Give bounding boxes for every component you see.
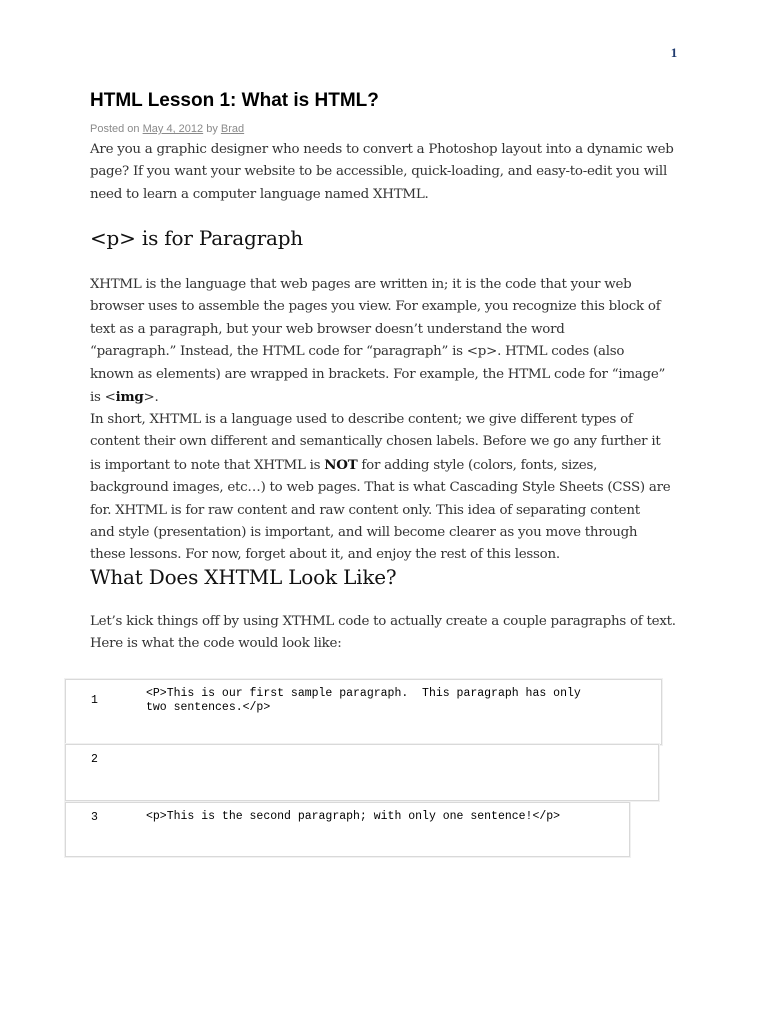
- line-number: 1: [91, 694, 98, 707]
- by-label: by: [206, 123, 218, 135]
- post-date-link[interactable]: May 4, 2012: [142, 123, 204, 135]
- code-row: [65, 679, 662, 745]
- section-heading-paragraph: <p> is for Paragraph: [90, 226, 303, 250]
- post-title: HTML Lesson 1: What is HTML?: [90, 90, 379, 111]
- post-meta: [90, 123, 244, 135]
- line-number: 2: [91, 753, 98, 766]
- intro-paragraph: Are you a graphic designer who needs to convert a Photoshop layout into a dynamic web page? If you want your website to be accessible, quick-loading, and easy-to-edit you will need to learn a computer language named XHTML.: [90, 142, 674, 202]
- kick-things-off-paragraph: Let’s kick things off by using XTHML code to actually create a couple paragraphs of text. Here is what the code would look like:: [90, 614, 676, 652]
- posted-on-label: Posted on: [90, 123, 140, 135]
- line-number: 3: [91, 811, 98, 824]
- img-element-bold: img: [115, 389, 144, 406]
- author-link[interactable]: Brad: [220, 123, 245, 135]
- in-short-paragraph: In short, XHTML is a language used to describe content; we give different types of content their own different and semantically chosen labels. Before we go any further it is important to note that XHTML is NOT for adding style (colors, fonts, sizes, background images, etc…) to web pages. That is what Cascading Style Sheets (CSS) are for. XHTML is for raw content and raw content only. This idea of separating content and style (presentation) is important, and will become clearer as you move through these lessons. For now, forget about it, and enjoy the rest of this lesson.: [90, 412, 671, 563]
- not-emphasis: NOT: [324, 456, 358, 473]
- code-text: <p>This is the second paragraph; with only one sentence!</p>: [146, 810, 561, 823]
- code-text: <P>This is our first sample paragraph. This paragraph has only two sentences.</p>: [146, 687, 581, 714]
- code-row: [65, 802, 630, 857]
- xhtml-definition-paragraph: XHTML is the language that web pages are written in; it is the code that your web browser uses to assemble the pages you view. For example, you recognize this block of text as a paragraph, but your web browser doesn’t understand the word “paragraph.” Instead, the HTML code for “paragraph” is <p>. HTML codes (also known as elements) are wrapped in brackets. For example, the HTML code for “image” is <img>.: [90, 277, 666, 406]
- page-number: 1: [670, 45, 678, 60]
- code-row: [65, 744, 659, 801]
- section-heading-xhtml-look: What Does XHTML Look Like?: [90, 565, 397, 589]
